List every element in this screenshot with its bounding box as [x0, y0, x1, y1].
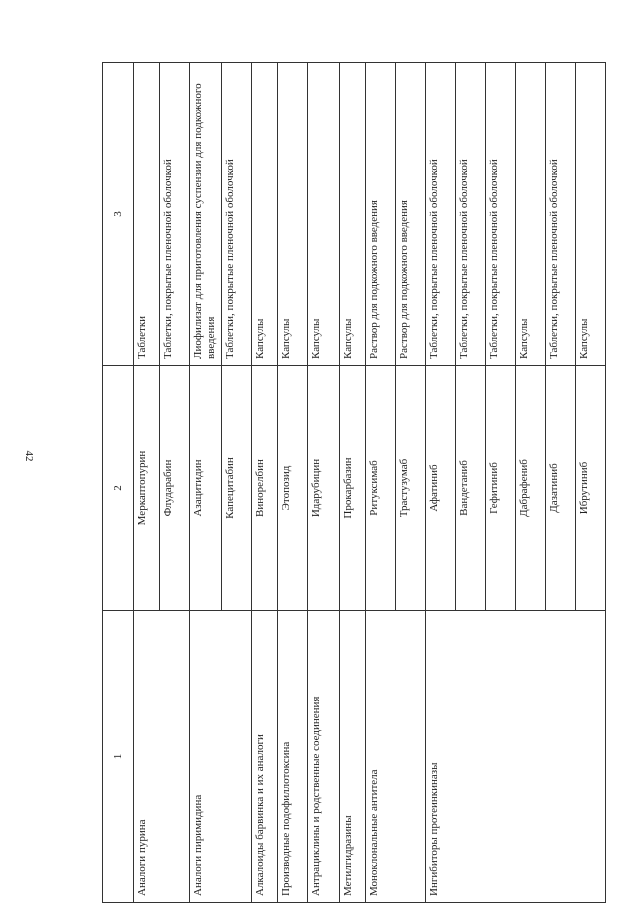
drug-cell: Дазатиниб: [546, 366, 576, 611]
table-row: [340, 63, 366, 903]
column-header-3: 3: [103, 63, 134, 366]
drug-cell: Идарубицин: [308, 366, 340, 611]
table-row: [252, 63, 278, 903]
table-row: [278, 63, 308, 903]
table-row: [426, 63, 456, 903]
table-row: [366, 63, 396, 903]
drug-cell: Капецитабин: [222, 366, 252, 611]
table-row: [134, 63, 160, 903]
drug-cell: Ибрутиниб: [576, 366, 606, 611]
form-cell: Таблетки, покрытые пленочной оболочкой: [456, 63, 486, 366]
drug-cell: Вандетаниб: [456, 366, 486, 611]
table-row: [308, 63, 340, 903]
form-cell: Капсулы: [340, 63, 366, 366]
drug-cell: Гефитиниб: [486, 366, 516, 611]
form-cell: Таблетки, покрытые пленочной оболочкой: [160, 63, 190, 366]
table-row: [190, 63, 222, 903]
drug-table: [102, 62, 606, 903]
drug-cell: Прокарбазин: [340, 366, 366, 611]
form-cell: Капсулы: [576, 63, 606, 366]
group-cell: Алкалоиды барвинка и их аналоги: [252, 611, 278, 903]
group-cell: Производные подофиллотоксина: [278, 611, 308, 903]
group-cell: Ингибиторы протеинкиназы: [426, 611, 606, 903]
column-header-2: 2: [103, 366, 134, 611]
column-header-1: 1: [103, 611, 134, 903]
drug-cell: Дабрафениб: [516, 366, 546, 611]
form-cell: Таблетки, покрытые пленочной оболочкой: [546, 63, 576, 366]
rotated-table-area: [102, 63, 590, 903]
form-cell: Таблетки, покрытые пленочной оболочкой: [426, 63, 456, 366]
form-cell: Капсулы: [516, 63, 546, 366]
group-cell: Аналоги пурина: [134, 611, 190, 903]
group-cell: Моноклональные антитела: [366, 611, 426, 903]
table-header-row: [103, 63, 134, 903]
page-number: 42: [23, 450, 35, 462]
form-cell: Раствор для подкожного введения: [366, 63, 396, 366]
drug-cell: Меркаптопурин: [134, 366, 160, 611]
drug-cell: Винорелбин: [252, 366, 278, 611]
drug-cell: Ритуксимаб: [366, 366, 396, 611]
form-cell: Капсулы: [252, 63, 278, 366]
form-cell: Лиофилизат для приготовления суспензии для подкожного введения: [190, 63, 222, 366]
form-cell: Раствор для подкожного введения: [396, 63, 426, 366]
drug-cell: Этопозид: [278, 366, 308, 611]
group-cell: Метилгидразины: [340, 611, 366, 903]
drug-cell: Азацитидин: [190, 366, 222, 611]
form-cell: Таблетки, покрытые пленочной оболочкой: [222, 63, 252, 366]
form-cell: Таблетки: [134, 63, 160, 366]
drug-cell: Трастузумаб: [396, 366, 426, 611]
form-cell: Капсулы: [278, 63, 308, 366]
group-cell: Аналоги пиримидина: [190, 611, 252, 903]
drug-cell: Афатиниб: [426, 366, 456, 611]
group-cell: Антрациклины и родственные соединения: [308, 611, 340, 903]
form-cell: Таблетки, покрытые пленочной оболочкой: [486, 63, 516, 366]
form-cell: Капсулы: [308, 63, 340, 366]
drug-cell: Флударабин: [160, 366, 190, 611]
